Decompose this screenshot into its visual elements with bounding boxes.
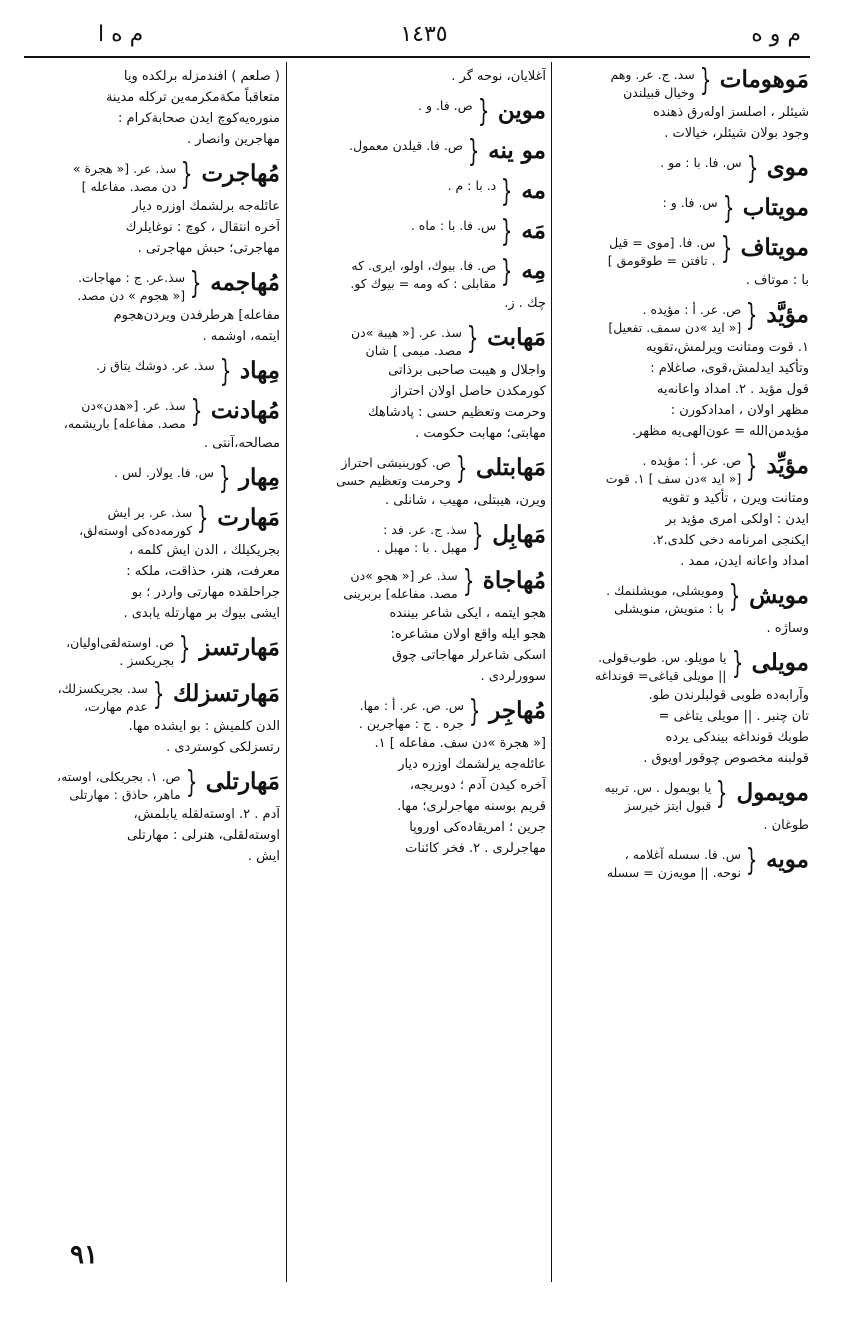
entry-headword: مَه xyxy=(521,217,546,244)
entry-grammar xyxy=(448,177,497,195)
entry-grammar xyxy=(595,649,727,685)
grammar-line: ماهر، حاذق : مهارتلى xyxy=(69,787,181,802)
grammar-line: س. فا. با : مو . xyxy=(660,155,742,170)
entry-head xyxy=(24,157,280,196)
definition-line: ايشى بيوك بر مهارتله يابدى . xyxy=(123,606,280,621)
brace-glyph-icon: { xyxy=(467,134,480,169)
dictionary-entry xyxy=(557,449,809,572)
definition-line: وحرمت وتعظيم حسى : پادشاهك xyxy=(367,405,546,420)
definition-line: وساژه . xyxy=(766,621,809,636)
dictionary-entry xyxy=(557,151,809,186)
dictionary-entry xyxy=(557,776,809,836)
entry-grammar xyxy=(73,160,177,196)
definition-line: جراحلقده مهارتى واردر ؛ بو xyxy=(131,585,280,600)
entry-head xyxy=(557,191,809,226)
definition-line: وآرابه‌ده طوبى قولبلرندن طو. xyxy=(648,688,809,703)
definition-line: اوسته‌لقلى، هنرلى : مهارتلى xyxy=(126,828,280,843)
entry-grammar xyxy=(376,521,467,557)
entry-headword: مَهابِل xyxy=(492,521,546,548)
definition-line: واجلال و هيبت صاحبى برذاتى xyxy=(388,363,546,378)
brace-glyph-icon: { xyxy=(501,254,513,289)
grammar-line: س. فا. [موى = قيل xyxy=(609,235,716,250)
entry-definition xyxy=(557,102,809,144)
brace-glyph-icon: { xyxy=(477,94,490,129)
entry-head xyxy=(24,354,280,389)
grammar-line: ص. اوسته‌لقى‌اوليان، xyxy=(66,635,175,650)
entry-head xyxy=(557,579,809,618)
entry-grammar xyxy=(349,137,463,155)
grammar-line: ص. ١. بجريكلى، اوسته، xyxy=(57,769,181,784)
brace-glyph-icon: { xyxy=(466,321,479,356)
definition-line: وجود بولان شيئلر، خياﻻت . xyxy=(664,126,809,141)
entry-grammar xyxy=(610,66,694,102)
grammar-line: عدم مهارت، xyxy=(84,699,148,714)
definition-line: جرين ؛ امريقاده‌كى اوروپا xyxy=(409,820,546,835)
dictionary-entry xyxy=(557,191,809,226)
entry-headword: مِه xyxy=(521,257,546,284)
dictionary-entry xyxy=(292,254,546,314)
dictionary-entry xyxy=(24,631,280,670)
definition-line: معرفت، هنر، حذاقت، ملكه : xyxy=(126,564,280,579)
grammar-line: ص. فا. و . xyxy=(418,98,473,113)
definition-line: قولبنه مخصوص چوقور اويوق . xyxy=(643,751,809,766)
definition-line: چك . ز. xyxy=(504,296,546,311)
dictionary-entry xyxy=(557,231,809,291)
grammar-line: مقابلى : كه ومه = بيوك كو. xyxy=(350,276,497,291)
definition-line: آخره كيدن آدم ؛ دوبريجه، xyxy=(409,778,546,793)
entry-head xyxy=(24,501,280,540)
entry-grammar xyxy=(96,357,215,375)
entry-grammar xyxy=(66,634,174,670)
grammar-line: ص. فا. بيوك، اولو، ايرى. كه xyxy=(351,258,497,273)
dictionary-entry xyxy=(292,694,546,859)
brace-glyph-icon: { xyxy=(501,214,513,249)
entry-headword: موى xyxy=(766,154,809,181)
entry-definition xyxy=(292,733,546,859)
entry-grammar xyxy=(351,324,462,360)
dictionary-entry xyxy=(24,394,280,454)
entry-definition xyxy=(557,488,809,572)
definition-line: ويرن، هيبتلى، مهيب ، شانلى . xyxy=(384,493,546,508)
column-left xyxy=(24,66,280,1286)
brace-glyph-icon: { xyxy=(501,174,513,209)
grammar-line: يا بويمول . س. تربيه xyxy=(604,780,712,795)
dictionary-entry xyxy=(292,174,546,209)
grammar-line: سذ. ج. عر. فد : xyxy=(383,522,468,537)
brace-glyph-icon: { xyxy=(219,354,232,389)
grammar-line: سد. ج. عر. وهم xyxy=(610,67,695,82)
entry-head xyxy=(557,843,809,882)
brace-glyph-icon: { xyxy=(197,501,209,536)
entry-headword: مُهاجمه xyxy=(210,269,280,296)
entry-grammar xyxy=(608,234,716,270)
header-right-guideword: م و ه xyxy=(751,22,801,47)
column-middle xyxy=(292,66,546,1286)
definition-line: مهاجرلرى . ٢. فخر كائنات xyxy=(405,841,546,856)
definition-line: ايدن : اولكى امرى مؤيد بر xyxy=(665,512,809,527)
grammar-line: سذ. عر. [«هدن»دن xyxy=(81,398,186,413)
entry-headword: مَهارتلى xyxy=(205,768,280,795)
entry-head xyxy=(24,765,280,804)
definition-line: هجو ايتمه ، ايكى شاعر بيننده xyxy=(389,606,546,621)
entry-head xyxy=(557,776,809,815)
entry-headword: مويش xyxy=(749,582,809,609)
grammar-line: ص. كورينيشى احتراز xyxy=(341,455,451,470)
entry-head xyxy=(292,694,546,733)
grammar-line: . تافتن = طوقومق ] xyxy=(607,253,716,268)
brace-glyph-icon: { xyxy=(722,191,734,226)
entry-grammar xyxy=(77,269,185,305)
definition-line: [« هجرة »دن سف. مفاعله ] ١. xyxy=(374,736,546,751)
definition-line: با : موتاف . xyxy=(745,273,809,288)
entry-head xyxy=(292,321,546,360)
entry-definition xyxy=(292,603,546,687)
definition-line: ايتمه، اوشمه . xyxy=(202,329,280,344)
definition-line: مؤيدمن‌الله = عون‌الهى‌يه مظهر. xyxy=(631,424,809,439)
dictionary-entry xyxy=(292,321,546,444)
dictionary-entry xyxy=(557,843,809,882)
entry-head xyxy=(292,451,546,490)
entry-headword: مُهادنت xyxy=(210,397,280,424)
definition-line: طوبك قونداغه بيندكى يرده xyxy=(665,730,809,745)
grammar-line: [« ايد »دن سف ] ١. قوت xyxy=(605,471,742,486)
grammar-line: ومويشلى، مويشلنمك . xyxy=(606,583,724,598)
definition-line: مهابتى؛ مهابت حكومت . xyxy=(415,426,546,441)
brace-glyph-icon: { xyxy=(720,231,732,266)
dictionary-entry xyxy=(24,501,280,624)
grammar-line: س. فا. و : xyxy=(662,195,718,210)
grammar-line: سذ. عر. [« هجرة » xyxy=(72,161,177,176)
entry-headword: مِهاد xyxy=(239,357,280,384)
entry-definition xyxy=(557,815,809,836)
entry-grammar xyxy=(343,567,457,603)
entry-headword: مه xyxy=(521,177,546,204)
entry-grammar xyxy=(418,97,473,115)
entry-grammar xyxy=(57,768,181,804)
entry-grammar xyxy=(411,217,496,235)
grammar-line: مصد. مفاعله] باريشمه، xyxy=(63,416,186,431)
column-divider-right xyxy=(551,62,552,1282)
entry-head xyxy=(24,631,280,670)
grammar-line: مهبل . با : مهبل . xyxy=(376,540,468,555)
brace-glyph-icon: { xyxy=(152,677,165,712)
dictionary-entry xyxy=(292,564,546,687)
entry-grammar xyxy=(607,846,741,882)
definition-line: رتسزلكى كوستردى . xyxy=(166,740,280,755)
entry-definition xyxy=(557,270,809,291)
brace-glyph-icon: { xyxy=(190,394,203,429)
entry-grammar xyxy=(58,680,148,716)
dictionary-entry xyxy=(557,579,809,639)
grammar-line: س. ص. عر. أ : مها. xyxy=(359,698,465,713)
entry-headword: مويتاب xyxy=(742,194,809,221)
dictionary-entry xyxy=(24,677,280,758)
entry-headword: مويتاف xyxy=(740,234,809,261)
dictionary-entry xyxy=(24,266,280,347)
brace-glyph-icon: { xyxy=(468,694,481,729)
entry-headword: مَهارتسزلك xyxy=(172,680,280,707)
grammar-line: با : منويش، منويشلى xyxy=(614,601,724,616)
grammar-line: نوحه. || مويه‌زن = سسله xyxy=(606,865,741,880)
dictionary-entry xyxy=(557,66,809,144)
entry-headword: مُهاجِر xyxy=(489,697,546,724)
entry-grammar xyxy=(660,154,741,172)
entry-headword: مَهارتسز xyxy=(199,634,280,661)
grammar-line: [« هجوم » دن مصد. xyxy=(77,288,186,303)
entry-head xyxy=(24,266,280,305)
grammar-line: كورمه‌ده‌كى اوسته‌لق، xyxy=(79,523,193,538)
entry-headword: مويه xyxy=(766,846,809,873)
entry-head xyxy=(292,564,546,603)
entry-headword: موين xyxy=(497,97,546,124)
brace-glyph-icon: { xyxy=(716,776,728,811)
dictionary-entry xyxy=(292,518,546,557)
grammar-line: وحرمت وتعظيم حسى xyxy=(336,473,451,488)
dictionary-entry xyxy=(292,451,546,511)
entry-grammar xyxy=(350,257,496,293)
dictionary-entry xyxy=(24,157,280,259)
grammar-line: مصد. مفاعله] بربرينى xyxy=(343,586,458,601)
entry-headword: مَهارت xyxy=(217,504,280,531)
brace-glyph-icon: { xyxy=(218,461,231,496)
entry-definition xyxy=(24,196,280,259)
grammar-line: دن مصد. مفاعله ] xyxy=(81,179,177,194)
definition-line: ومتانت ويرن ، تأكيد و تقويه xyxy=(661,491,809,506)
entry-definition xyxy=(24,433,280,454)
definition-line: سوورلردى . xyxy=(480,669,546,684)
entry-grammar xyxy=(605,779,712,815)
brace-glyph-icon: { xyxy=(189,266,202,301)
definition-line: مهاجرين وانصار . xyxy=(186,132,280,147)
entry-head xyxy=(292,214,546,249)
grammar-line: يا مويلو. س. طوب‌قولى. xyxy=(598,650,727,665)
grammar-line: سذ. عر [« هجو »دن xyxy=(350,568,458,583)
entry-grammar xyxy=(336,454,451,490)
grammar-line: ص. عر. أ : مؤيده . xyxy=(642,453,742,468)
dictionary-entry xyxy=(24,461,280,496)
entry-headword: مويلى xyxy=(751,649,809,676)
grammar-line: س. فا. سسله آغلامه ، xyxy=(624,847,741,862)
definition-line: مفاعله] هرطرفدن ويردن‌هجوم xyxy=(113,308,280,323)
column-right xyxy=(557,66,809,1286)
entry-head xyxy=(557,298,809,337)
entry-definition xyxy=(24,66,280,150)
grammar-line: سذ.عر. ج : مهاجات. xyxy=(78,270,186,285)
definition-line: متعاقباً مكة‌مكرمه‌ين تركله مدينة xyxy=(105,90,280,105)
dictionary-entry xyxy=(292,214,546,249)
brace-glyph-icon: { xyxy=(462,564,474,599)
definition-line: عائله‌جه برلشمك اوزره ديار xyxy=(132,199,280,214)
dictionary-entry xyxy=(557,646,809,769)
entry-headword: مُهاجاة xyxy=(482,567,546,594)
dictionary-entry xyxy=(24,765,280,867)
grammar-line: ص. فا. قيلدن معمول. xyxy=(349,138,464,153)
entry-headword: مؤيِّد xyxy=(766,452,809,479)
entry-head xyxy=(292,134,546,169)
entry-definition xyxy=(292,360,546,444)
entry-head xyxy=(557,449,809,488)
entry-head xyxy=(557,66,809,102)
entry-head xyxy=(557,646,809,685)
definition-line: هجو ايله واقع اولان مشاعره: xyxy=(390,627,546,642)
entry-head xyxy=(24,461,280,496)
header-column-number: ١٤٣٥ xyxy=(400,22,448,47)
entry-headword: مو ينه xyxy=(488,137,546,164)
dictionary-entry xyxy=(292,94,546,129)
entry-grammar xyxy=(359,697,464,733)
grammar-line: جره . ج : مهاجرين . xyxy=(358,716,465,731)
grammar-line: بجريكسز . xyxy=(119,653,175,668)
brace-glyph-icon: { xyxy=(745,843,758,878)
grammar-line: د. با : م . xyxy=(447,178,497,193)
entry-definition xyxy=(557,618,809,639)
definition-line: قريم بوسنه مهاجرلرى؛ مها. xyxy=(397,799,546,814)
entry-headword: مَهابت xyxy=(487,324,546,351)
definition-line: آدم . ٢. اوسته‌لقله يابلمش، xyxy=(133,807,280,822)
grammar-line: س. فا. با : ماه . xyxy=(410,218,497,233)
entry-headword: مِهار xyxy=(238,464,280,491)
definition-line: ايش . xyxy=(247,849,280,864)
page-number: ٩١ xyxy=(70,1240,98,1270)
grammar-line: ص. عر. أ : مؤيده . xyxy=(642,302,742,317)
entry-definition xyxy=(557,685,809,769)
entry-grammar xyxy=(79,504,192,540)
definition-line: وتأكيد ايدلمش،قوى، صاغلام : xyxy=(650,361,809,376)
entry-head xyxy=(24,677,280,716)
grammar-line: سد. بجريكسزلك، xyxy=(57,681,148,696)
entry-grammar xyxy=(114,464,214,482)
entry-head xyxy=(292,254,546,293)
entry-definition xyxy=(24,716,280,758)
definition-line: تان چنبر . || مويلى يتاغى = xyxy=(658,709,809,724)
grammar-line: س. فا. يولار. لس . xyxy=(114,465,214,480)
brace-glyph-icon: { xyxy=(746,449,758,484)
entry-grammar xyxy=(64,397,186,433)
entry-grammar xyxy=(606,452,741,488)
entry-head xyxy=(24,394,280,433)
entry-headword: مَهابتلى xyxy=(475,454,546,481)
entry-grammar xyxy=(608,301,741,337)
dictionary-entry xyxy=(24,354,280,389)
entry-headword: مويمول xyxy=(736,779,809,806)
entry-definition xyxy=(292,490,546,511)
definition-line: الدن كلميش : بو ايشده مها. xyxy=(128,719,280,734)
entry-definition xyxy=(24,804,280,867)
definition-line: عائله‌جه يرلشمك اوزره ديار xyxy=(398,757,546,772)
column-divider-left xyxy=(286,62,287,1282)
definition-line: اسكى شاعرلر مهاجاتى چوق xyxy=(391,648,546,663)
entry-definition xyxy=(24,540,280,624)
entry-head xyxy=(557,151,809,186)
definition-line: ايكنجى امرنامه دخى كلدى.٢. xyxy=(652,533,809,548)
grammar-line: قبول ايتز خيرسز xyxy=(624,798,712,813)
brace-glyph-icon: { xyxy=(728,579,741,614)
entry-definition xyxy=(557,337,809,442)
entry-definition xyxy=(24,305,280,347)
brace-glyph-icon: { xyxy=(185,765,197,800)
brace-glyph-icon: { xyxy=(699,66,711,98)
dictionary-entry xyxy=(557,298,809,442)
grammar-line: سذ. عر. دوشك يتاق ز. xyxy=(96,358,215,373)
definition-line: بجريكيلك ، الدن ايش كلمه ، xyxy=(129,543,280,558)
grammar-line: || مويلى قياغى= قونداغه xyxy=(594,668,727,683)
dictionary-entry xyxy=(292,66,546,87)
definition-line: آغلايان، نوحه گر . xyxy=(451,69,546,84)
brace-glyph-icon: { xyxy=(181,157,193,192)
definition-line: امداد واعانه ايدن، ممد . xyxy=(680,554,809,569)
entry-headword: مَوهومات xyxy=(719,66,809,93)
entry-definition xyxy=(292,293,546,314)
brace-glyph-icon: { xyxy=(471,518,484,553)
dictionary-entry xyxy=(24,66,280,150)
grammar-line: سذ. عر. بر ايش xyxy=(107,505,193,520)
entry-head xyxy=(292,94,546,129)
brace-glyph-icon: { xyxy=(455,451,468,486)
dictionary-entry xyxy=(292,134,546,169)
grammar-line: وخيال قبيلندن xyxy=(623,85,695,100)
definition-line: ١. قوت ومتانت ويرلمش،تقويه xyxy=(645,340,809,355)
grammar-line: [« ايد »دن سمف. تفعيل] xyxy=(608,320,742,335)
header-rule xyxy=(24,56,810,58)
entry-headword: مُهاجرت xyxy=(201,160,280,187)
definition-line: مصالحه،آنتى . xyxy=(204,436,280,451)
definition-line: كورمكدن حاصل اولان احتراز xyxy=(391,384,546,399)
definition-line: مهاجرتى؛ حبش مهاجرتى . xyxy=(137,241,280,256)
entry-definition xyxy=(292,66,546,87)
grammar-line: سذ. عر. [« هيبة »دن xyxy=(350,325,462,340)
entry-head xyxy=(292,518,546,557)
brace-glyph-icon: { xyxy=(746,151,758,186)
entry-head xyxy=(557,231,809,270)
entry-head xyxy=(292,174,546,209)
definition-line: ( صلعم ) افندمزله برلكده ويا xyxy=(123,69,280,84)
brace-glyph-icon: { xyxy=(731,646,743,681)
entry-headword: مؤيَّد xyxy=(766,301,809,328)
grammar-line: مصد. ميمى ] شان xyxy=(365,343,462,358)
entry-grammar xyxy=(606,582,724,618)
definition-line: مظهر اولان ، امداد‌كورن : xyxy=(670,403,809,418)
header-left-guideword: م ه ا xyxy=(98,22,144,47)
entry-grammar xyxy=(663,194,718,212)
brace-glyph-icon: { xyxy=(746,298,758,333)
definition-line: شيئلر ، اصلسز اولەرق ذهندە xyxy=(652,105,809,120)
definition-line: طوغان . xyxy=(763,818,809,833)
definition-line: آخره انتقال ، كوچ : نوغايلرك xyxy=(125,220,280,235)
brace-glyph-icon: { xyxy=(179,631,191,666)
definition-line: قول مؤيد . ٢. امداد واعانه‌يه xyxy=(657,382,809,397)
definition-line: منوره‌يه‌كوچ ايدن صحابة‌كرام : xyxy=(118,111,280,126)
